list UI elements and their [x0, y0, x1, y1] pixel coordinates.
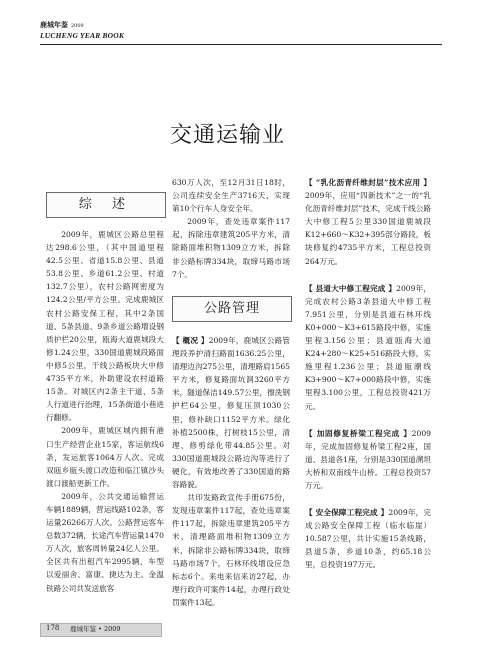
column-1 [46, 228, 164, 595]
highway-paragraph [172, 334, 290, 491]
highway-text: 2009年，鹿城区公路管理段养护清扫路面1636.25公里，清理边沟275公里，清理路肩1565平方米，修复路面坑洞3260平方米，隧道保洁149.57公里，擦洗钢护栏64公里，修复压顶1030公里，修补缺口1152平方米。绿化补植2500株，打树枝15公里，清理、修剪绿化带44.85公里。对330国道鹿城段公路边沟等进行了硬化，有效地改善了330国道的路容路貌。 [172, 336, 291, 490]
section-heading-overview: 综 述 [46, 192, 166, 218]
book-year: 2009 [71, 23, 84, 29]
entry-label: 【 加固修复桥梁工程完成 】 [305, 428, 412, 438]
continued-paragraph: 630万人次，至12月31日18时，公司连续安全生产3716天，实现第10个行车人身安全年。 [172, 178, 290, 214]
running-header-en: LUCHENG YEAR BOOK [40, 31, 125, 40]
entry-label: 【 “乳化沥青纤维封层”技术应用 】 [305, 178, 431, 187]
page-number: 178 [46, 624, 60, 632]
running-header-cn [40, 20, 84, 30]
overview-paragraph: 2009年，公共交通运输营运车辆1889辆，营运线路102条，客运量26266万人次。公路营运客车总数372辆，长途汽车营运量1470万人次，旅客周转量24亿人公里。全区共有出租汽车2995辆，车型以爱丽舍、富康、捷达为主。金温铁路公司共发送旅客 [46, 491, 164, 593]
overview-paragraph: 2009年，鹿城区公路总里程达298.6公里，（其中国道里程42.5公里、省道15.8公里、县道53.8公里、乡道61.2公里、村道132.7公里），农村公路网密度为124.2公里/平方公里。完成鹿城区农村公路安保工程，其中2条国道、5条县道、9条乡道公路增设钢质护栏20公里，瓯海大道鹿城段大修1.24公里，330国道鹿城段路面中修5公里，干线公路板块大中修4735平方米，补助建设农村道路15条。对城区内2条主干道、5条人行道进行治理，15条街道小巷进行翻修。 [46, 230, 164, 423]
entry-text: 2009年，完成加固修复桥梁工程2座，国道、县道各1座，分别是330国道溯坦大桥和双南线牛山桥。工程总投资57万元。 [305, 428, 431, 490]
highway-label: 【 概况 】 [172, 336, 209, 345]
entry-label: 【 安全保障工程完成 】 [305, 508, 389, 518]
section-heading-highway: 公路管理 [172, 296, 292, 322]
footer-running-text: 鹿城年鉴 • 2009 [70, 625, 121, 633]
entry-paragraph [305, 282, 431, 413]
page-footer [30, 623, 450, 635]
chapter-title: 交通运输业 [170, 123, 286, 148]
entry-paragraph [305, 427, 431, 492]
column-3 [305, 176, 431, 572]
overview-paragraph: 2009年，鹿城区城内拥有港口生产经营企业15家，客运航线6条，发运旅客1064万人次。完成双瓯乡瓯头渡口改造和临江镇沙头渡口渡船更新工作。 [46, 426, 164, 488]
enforcement-paragraph: 2009年，查处违章案件117起，拆除违章建筑205平方米，清除路面堆积物1309立方米，拆除非公路标牌334块，取缔马路市场7个。 [172, 217, 290, 279]
column-2 [172, 176, 290, 281]
book-title-cn: 鹿城年鉴 [40, 20, 68, 29]
entry-paragraph [305, 176, 431, 268]
column-2-lower [172, 334, 290, 609]
header-rule [40, 44, 442, 45]
entry-text: 2009年，完成公路安全保障工程（临水临崖）10.587公里，共计实施15条线路，县道5条，乡道10条，约65.18公里，总投资197万元。 [305, 508, 431, 570]
entry-text: 2009年，完成农村公路3条县道大中修工程7.951公里，分别是县道石林环线K0+000～K3+615路段中修，实施里程3.156公里；县道瓯海大道K24+280～K25+516路段大修，实施里程1.236公里；县道瓯潮线K3+900～K7+000路段中修，实施里程3.100公里，工程总投资421万元。 [305, 283, 431, 411]
highway-paragraph: 共印发路政宣传手册675份，发现违章案件117起，查处违章案件117起，拆除违章建筑205平方米，清理路面堆积物1309立方米，拆除非公路标牌334块，取缔马路市场7个，石林环线增设应急标志6个。来电来信来访27起，办理行政许可案件14起，办理行政处罚案件13起。 [172, 493, 290, 607]
entry-text: 2009年，应用“四新技术”之一的“乳化沥青纤维封层”技术，完成干线公路大中修工程5公里330国道鹿城段K12+660～K32+395部分路段，板块修复约4735平方米，工程总投资264万元。 [305, 191, 431, 266]
entry-paragraph [305, 506, 431, 571]
entry-label: 【 县道大中修工程完成 】 [305, 283, 397, 293]
